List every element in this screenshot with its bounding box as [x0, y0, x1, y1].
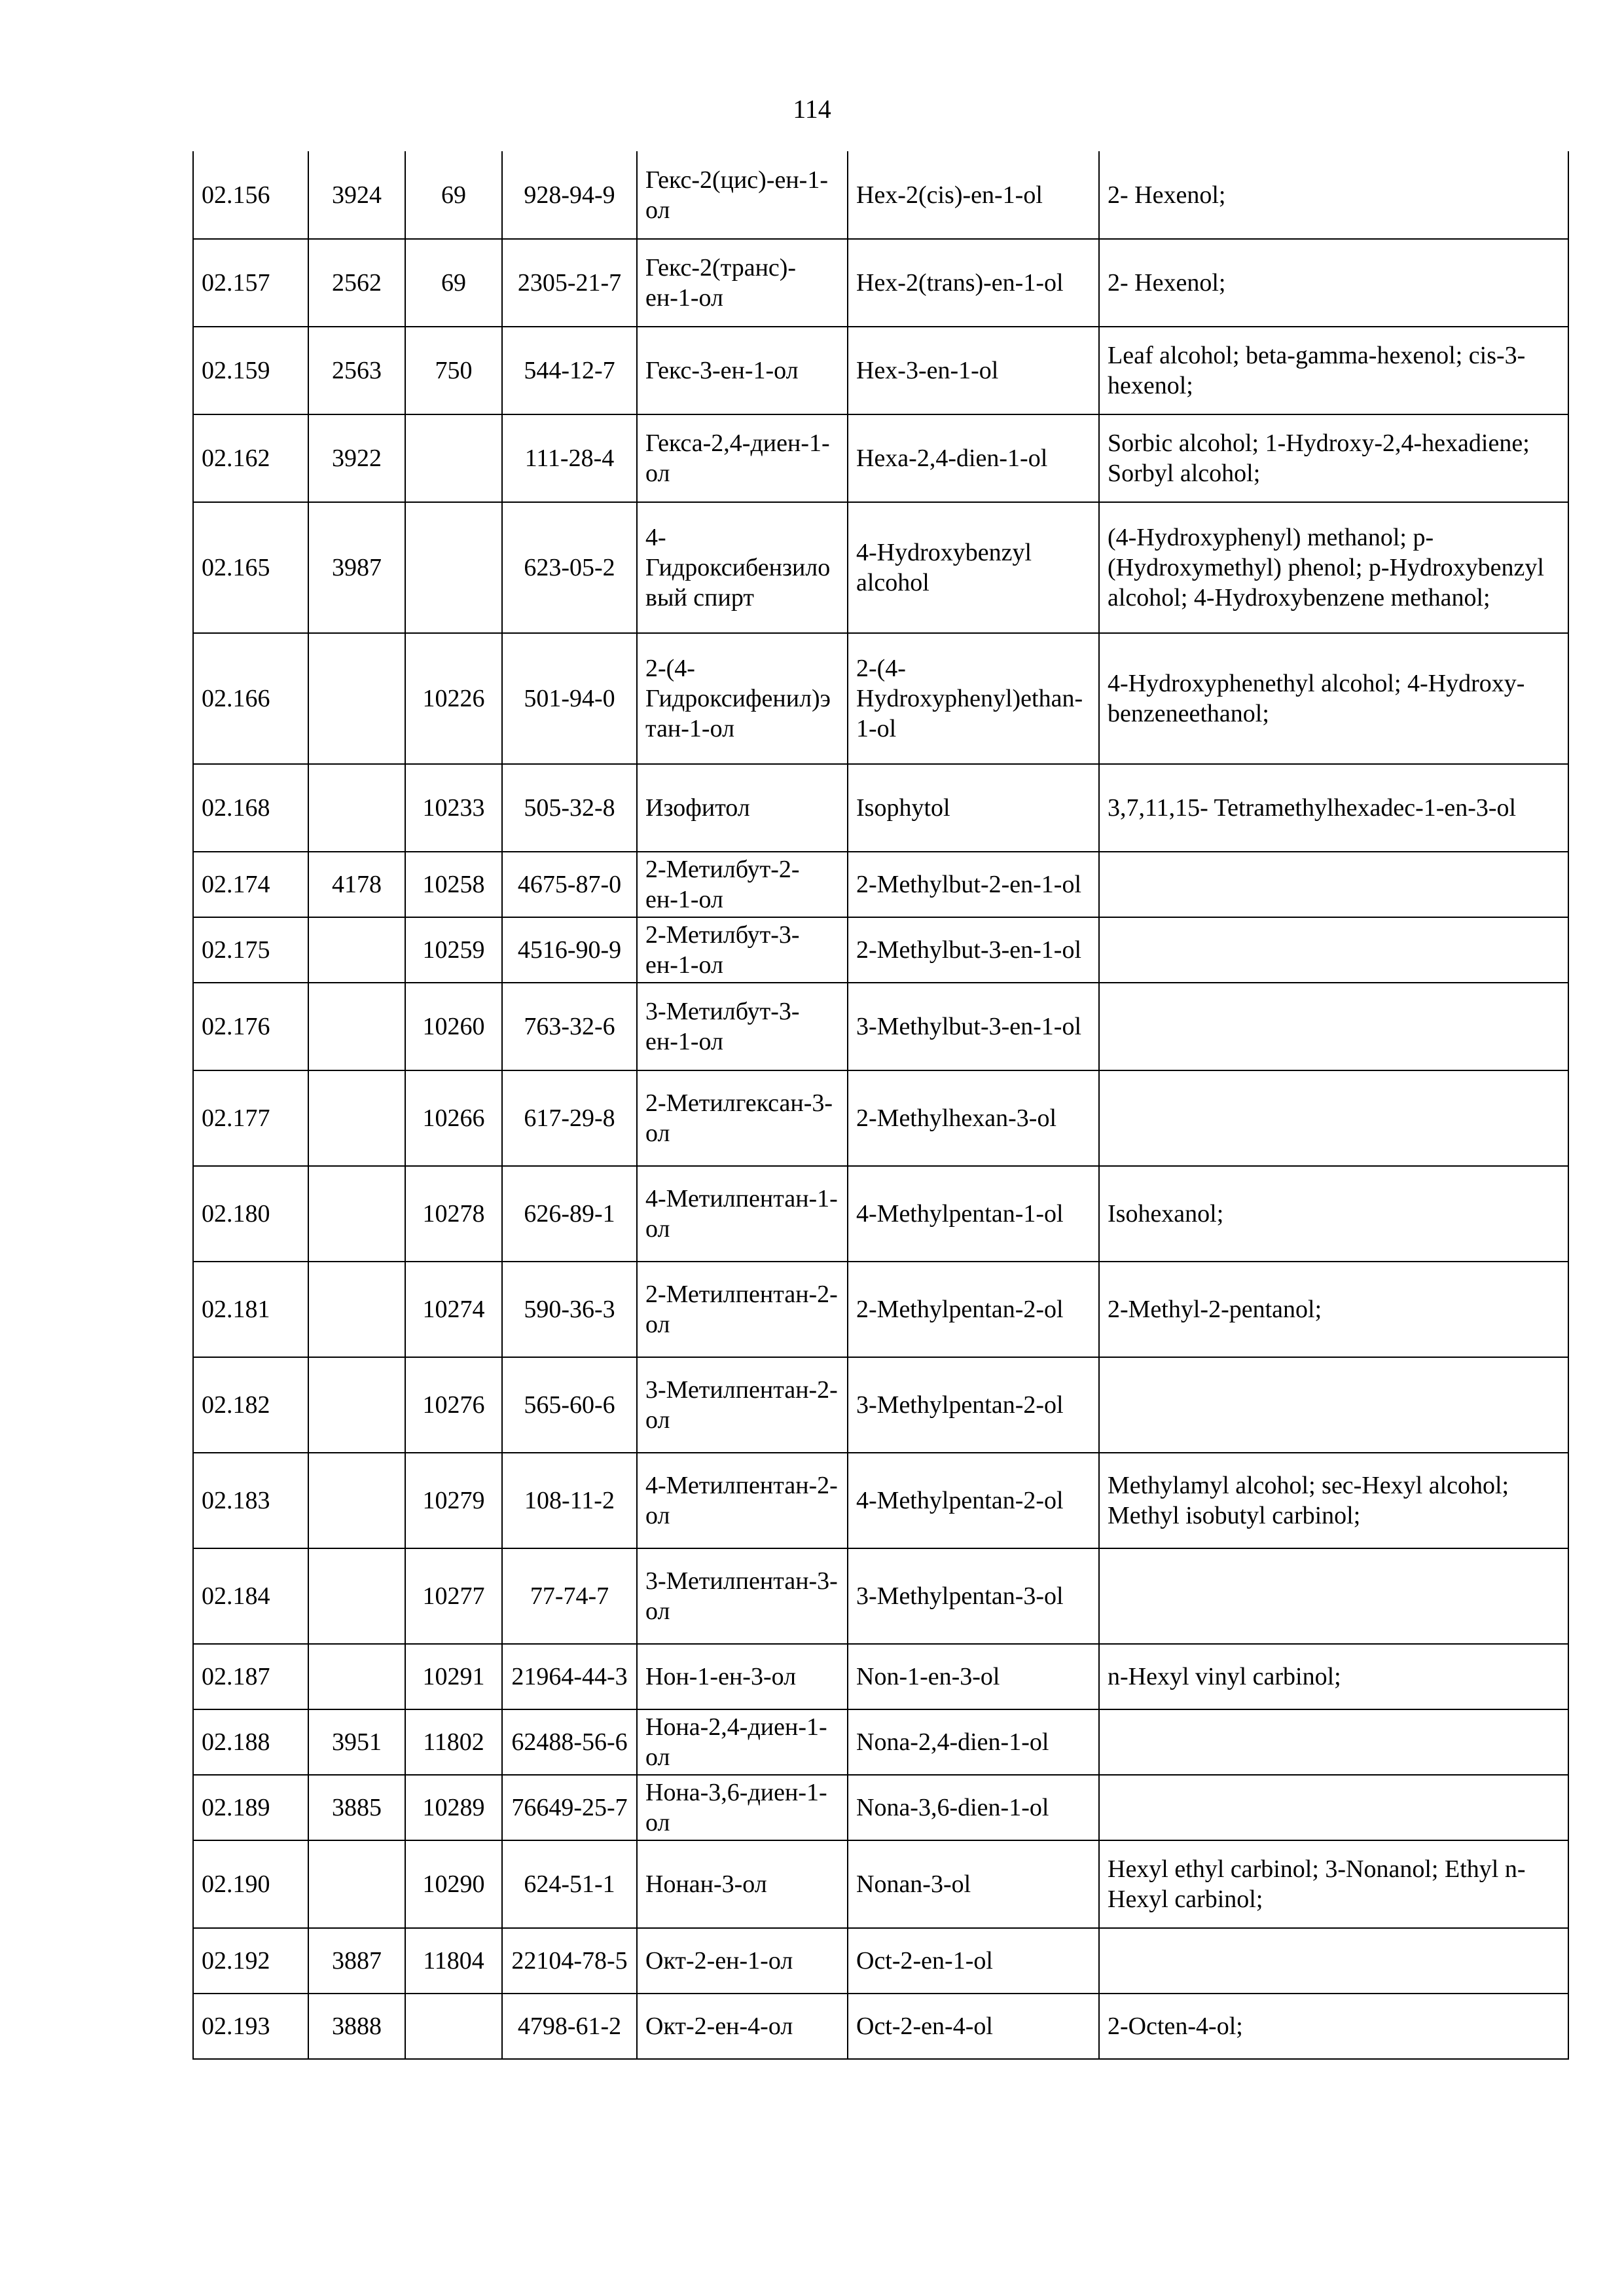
coe-number-cell: 750 [405, 327, 502, 414]
fl-number-cell: 02.166 [193, 633, 308, 764]
table-row [193, 1070, 1568, 1166]
fl-number-cell: 02.165 [193, 502, 308, 633]
english-name-cell: 3-Methylbut-3-en-1-ol [848, 983, 1099, 1070]
russian-name-cell: Окт-2-ен-4-ол [637, 1994, 848, 2059]
synonyms-cell: 2-Methyl-2-pentanol; [1099, 1262, 1568, 1357]
table-row [193, 414, 1568, 502]
fl-number-cell: 02.176 [193, 983, 308, 1070]
russian-name-cell: Гекса-2,4-диен-1-ол [637, 414, 848, 502]
coe-number-cell: 10226 [405, 633, 502, 764]
synonyms-cell [1099, 1070, 1568, 1166]
jecfa-number-cell [308, 764, 405, 852]
cas-number-cell: 76649-25-7 [502, 1775, 637, 1840]
fl-number-cell: 02.182 [193, 1357, 308, 1453]
russian-name-cell: 3-Метилпентан-3-ол [637, 1548, 848, 1644]
jecfa-number-cell [308, 1644, 405, 1709]
synonyms-cell: 4-Hydroxyphenethyl alcohol; 4-Hydroxy-benzeneethanol; [1099, 633, 1568, 764]
coe-number-cell [405, 1994, 502, 2059]
fl-number-cell: 02.175 [193, 917, 308, 983]
table-row [193, 983, 1568, 1070]
synonyms-cell [1099, 983, 1568, 1070]
synonyms-cell: 2- Hexenol; [1099, 151, 1568, 239]
table-row [193, 764, 1568, 852]
english-name-cell: Non-1-en-3-ol [848, 1644, 1099, 1709]
russian-name-cell: Гекс-3-ен-1-ол [637, 327, 848, 414]
synonyms-cell: Leaf alcohol; beta-gamma-hexenol; cis-3-hexenol; [1099, 327, 1568, 414]
jecfa-number-cell [308, 1453, 405, 1548]
jecfa-number-cell [308, 983, 405, 1070]
russian-name-cell: 2-Метилбут-2-ен-1-ол [637, 852, 848, 917]
cas-number-cell: 77-74-7 [502, 1548, 637, 1644]
coe-number-cell: 11802 [405, 1709, 502, 1775]
coe-number-cell: 10274 [405, 1262, 502, 1357]
russian-name-cell: Нонан-3-ол [637, 1840, 848, 1928]
synonyms-cell [1099, 1928, 1568, 1994]
fl-number-cell: 02.183 [193, 1453, 308, 1548]
table-row [193, 1928, 1568, 1994]
russian-name-cell: 4-Метилпентан-1-ол [637, 1166, 848, 1262]
russian-name-cell: 2-Метилпентан-2-ол [637, 1262, 848, 1357]
russian-name-cell: 2-Метилгексан-3-ол [637, 1070, 848, 1166]
english-name-cell: 4-Methylpentan-2-ol [848, 1453, 1099, 1548]
cas-number-cell: 623-05-2 [502, 502, 637, 633]
russian-name-cell: Нона-2,4-диен-1-ол [637, 1709, 848, 1775]
english-name-cell: 2-Methylpentan-2-ol [848, 1262, 1099, 1357]
russian-name-cell: 2-Метилбут-3-ен-1-ол [637, 917, 848, 983]
coe-number-cell: 10291 [405, 1644, 502, 1709]
table-row [193, 1262, 1568, 1357]
coe-number-cell: 10233 [405, 764, 502, 852]
fl-number-cell: 02.177 [193, 1070, 308, 1166]
table-row [193, 239, 1568, 327]
coe-number-cell: 10279 [405, 1453, 502, 1548]
fl-number-cell: 02.190 [193, 1840, 308, 1928]
coe-number-cell: 69 [405, 239, 502, 327]
cas-number-cell: 501-94-0 [502, 633, 637, 764]
synonyms-cell: (4-Hydroxyphenyl) methanol; p-(Hydroxymethyl) phenol; p-Hydroxybenzyl alcohol; 4-Hydroxybenzene methanol; [1099, 502, 1568, 633]
english-name-cell: 2-Methylbut-2-en-1-ol [848, 852, 1099, 917]
cas-number-cell: 21964-44-3 [502, 1644, 637, 1709]
synonyms-cell: 3,7,11,15- Tetramethylhexadec-1-en-3-ol [1099, 764, 1568, 852]
cas-number-cell: 505-32-8 [502, 764, 637, 852]
jecfa-number-cell: 2562 [308, 239, 405, 327]
table-row [193, 1994, 1568, 2059]
jecfa-number-cell: 3951 [308, 1709, 405, 1775]
coe-number-cell: 69 [405, 151, 502, 239]
fl-number-cell: 02.192 [193, 1928, 308, 1994]
page-number: 114 [793, 94, 831, 124]
jecfa-number-cell: 3924 [308, 151, 405, 239]
synonyms-cell: Methylamyl alcohol; sec-Hexyl alcohol; Methyl isobutyl carbinol; [1099, 1453, 1568, 1548]
jecfa-number-cell: 3888 [308, 1994, 405, 2059]
english-name-cell: Oct-2-en-4-ol [848, 1994, 1099, 2059]
jecfa-number-cell: 4178 [308, 852, 405, 917]
fl-number-cell: 02.168 [193, 764, 308, 852]
fl-number-cell: 02.181 [193, 1262, 308, 1357]
coe-number-cell: 11804 [405, 1928, 502, 1994]
fl-number-cell: 02.174 [193, 852, 308, 917]
fl-number-cell: 02.187 [193, 1644, 308, 1709]
synonyms-cell: n-Hexyl vinyl carbinol; [1099, 1644, 1568, 1709]
table-row [193, 1548, 1568, 1644]
russian-name-cell: 4-Гидроксибензиловый спирт [637, 502, 848, 633]
cas-number-cell: 108-11-2 [502, 1453, 637, 1548]
table-row [193, 852, 1568, 917]
cas-number-cell: 4798-61-2 [502, 1994, 637, 2059]
english-name-cell: 3-Methylpentan-2-ol [848, 1357, 1099, 1453]
jecfa-number-cell [308, 633, 405, 764]
coe-number-cell [405, 502, 502, 633]
synonyms-cell: Sorbic alcohol; 1-Hydroxy-2,4-hexadiene; Sorbyl alcohol; [1099, 414, 1568, 502]
jecfa-number-cell [308, 1548, 405, 1644]
cas-number-cell: 763-32-6 [502, 983, 637, 1070]
synonyms-cell: Isohexanol; [1099, 1166, 1568, 1262]
fl-number-cell: 02.193 [193, 1994, 308, 2059]
russian-name-cell: Изофитол [637, 764, 848, 852]
synonyms-cell [1099, 1548, 1568, 1644]
fl-number-cell: 02.157 [193, 239, 308, 327]
table-row [193, 1644, 1568, 1709]
synonyms-cell [1099, 917, 1568, 983]
jecfa-number-cell [308, 917, 405, 983]
table-row [193, 1166, 1568, 1262]
cas-number-cell: 626-89-1 [502, 1166, 637, 1262]
synonyms-cell: 2- Hexenol; [1099, 239, 1568, 327]
synonyms-cell: 2-Octen-4-ol; [1099, 1994, 1568, 2059]
coe-number-cell: 10276 [405, 1357, 502, 1453]
cas-number-cell: 62488-56-6 [502, 1709, 637, 1775]
cas-number-cell: 565-60-6 [502, 1357, 637, 1453]
coe-number-cell: 10289 [405, 1775, 502, 1840]
cas-number-cell: 617-29-8 [502, 1070, 637, 1166]
fl-number-cell: 02.156 [193, 151, 308, 239]
table-row [193, 327, 1568, 414]
english-name-cell: Oct-2-en-1-ol [848, 1928, 1099, 1994]
jecfa-number-cell: 3885 [308, 1775, 405, 1840]
coe-number-cell: 10278 [405, 1166, 502, 1262]
table-row [193, 151, 1568, 239]
coe-number-cell: 10266 [405, 1070, 502, 1166]
english-name-cell: Hex-2(cis)-en-1-ol [848, 151, 1099, 239]
jecfa-number-cell [308, 1357, 405, 1453]
english-name-cell: Isophytol [848, 764, 1099, 852]
jecfa-number-cell [308, 1262, 405, 1357]
table-row [193, 1357, 1568, 1453]
jecfa-number-cell [308, 1166, 405, 1262]
russian-name-cell: 4-Метилпентан-2-ол [637, 1453, 848, 1548]
english-name-cell: Nona-2,4-dien-1-ol [848, 1709, 1099, 1775]
table-row [193, 917, 1568, 983]
english-name-cell: Hexa-2,4-dien-1-ol [848, 414, 1099, 502]
cas-number-cell: 4516-90-9 [502, 917, 637, 983]
cas-number-cell: 22104-78-5 [502, 1928, 637, 1994]
english-name-cell: 3-Methylpentan-3-ol [848, 1548, 1099, 1644]
english-name-cell: 2-Methylhexan-3-ol [848, 1070, 1099, 1166]
coe-number-cell: 10290 [405, 1840, 502, 1928]
cas-number-cell: 2305-21-7 [502, 239, 637, 327]
english-name-cell: 2-(4-Hydroxyphenyl)ethan-1-ol [848, 633, 1099, 764]
fl-number-cell: 02.188 [193, 1709, 308, 1775]
cas-number-cell: 544-12-7 [502, 327, 637, 414]
jecfa-number-cell [308, 1840, 405, 1928]
coe-number-cell: 10259 [405, 917, 502, 983]
russian-name-cell: Окт-2-ен-1-ол [637, 1928, 848, 1994]
cas-number-cell: 4675-87-0 [502, 852, 637, 917]
synonyms-cell [1099, 852, 1568, 917]
fl-number-cell: 02.189 [193, 1775, 308, 1840]
coe-number-cell: 10260 [405, 983, 502, 1070]
table-row [193, 1775, 1568, 1840]
jecfa-number-cell [308, 1070, 405, 1166]
russian-name-cell: 3-Метилбут-3-ен-1-ол [637, 983, 848, 1070]
table-row [193, 633, 1568, 764]
table-row [193, 502, 1568, 633]
table-row [193, 1840, 1568, 1928]
english-name-cell: Nona-3,6-dien-1-ol [848, 1775, 1099, 1840]
english-name-cell: Hex-3-en-1-ol [848, 327, 1099, 414]
flavouring-substances-table [192, 151, 1569, 2060]
cas-number-cell: 111-28-4 [502, 414, 637, 502]
fl-number-cell: 02.159 [193, 327, 308, 414]
coe-number-cell: 10258 [405, 852, 502, 917]
cas-number-cell: 590-36-3 [502, 1262, 637, 1357]
coe-number-cell [405, 414, 502, 502]
synonyms-cell: Hexyl ethyl carbinol; 3-Nonanol; Ethyl n-Hexyl carbinol; [1099, 1840, 1568, 1928]
russian-name-cell: Нон-1-ен-3-ол [637, 1644, 848, 1709]
coe-number-cell: 10277 [405, 1548, 502, 1644]
english-name-cell: 4-Methylpentan-1-ol [848, 1166, 1099, 1262]
english-name-cell: Nonan-3-ol [848, 1840, 1099, 1928]
russian-name-cell: 2-(4-Гидроксифенил)этан-1-ол [637, 633, 848, 764]
jecfa-number-cell: 3887 [308, 1928, 405, 1994]
cas-number-cell: 928-94-9 [502, 151, 637, 239]
jecfa-number-cell: 3987 [308, 502, 405, 633]
table-row [193, 1709, 1568, 1775]
russian-name-cell: Гекс-2(цис)-ен-1-ол [637, 151, 848, 239]
fl-number-cell: 02.180 [193, 1166, 308, 1262]
synonyms-cell [1099, 1775, 1568, 1840]
synonyms-cell [1099, 1357, 1568, 1453]
english-name-cell: 4-Hydroxybenzyl alcohol [848, 502, 1099, 633]
fl-number-cell: 02.162 [193, 414, 308, 502]
russian-name-cell: Гекс-2(транс)-ен-1-ол [637, 239, 848, 327]
english-name-cell: 2-Methylbut-3-en-1-ol [848, 917, 1099, 983]
cas-number-cell: 624-51-1 [502, 1840, 637, 1928]
table-row [193, 1453, 1568, 1548]
russian-name-cell: 3-Метилпентан-2-ол [637, 1357, 848, 1453]
jecfa-number-cell: 2563 [308, 327, 405, 414]
synonyms-cell [1099, 1709, 1568, 1775]
fl-number-cell: 02.184 [193, 1548, 308, 1644]
russian-name-cell: Нона-3,6-диен-1-ол [637, 1775, 848, 1840]
english-name-cell: Hex-2(trans)-en-1-ol [848, 239, 1099, 327]
jecfa-number-cell: 3922 [308, 414, 405, 502]
